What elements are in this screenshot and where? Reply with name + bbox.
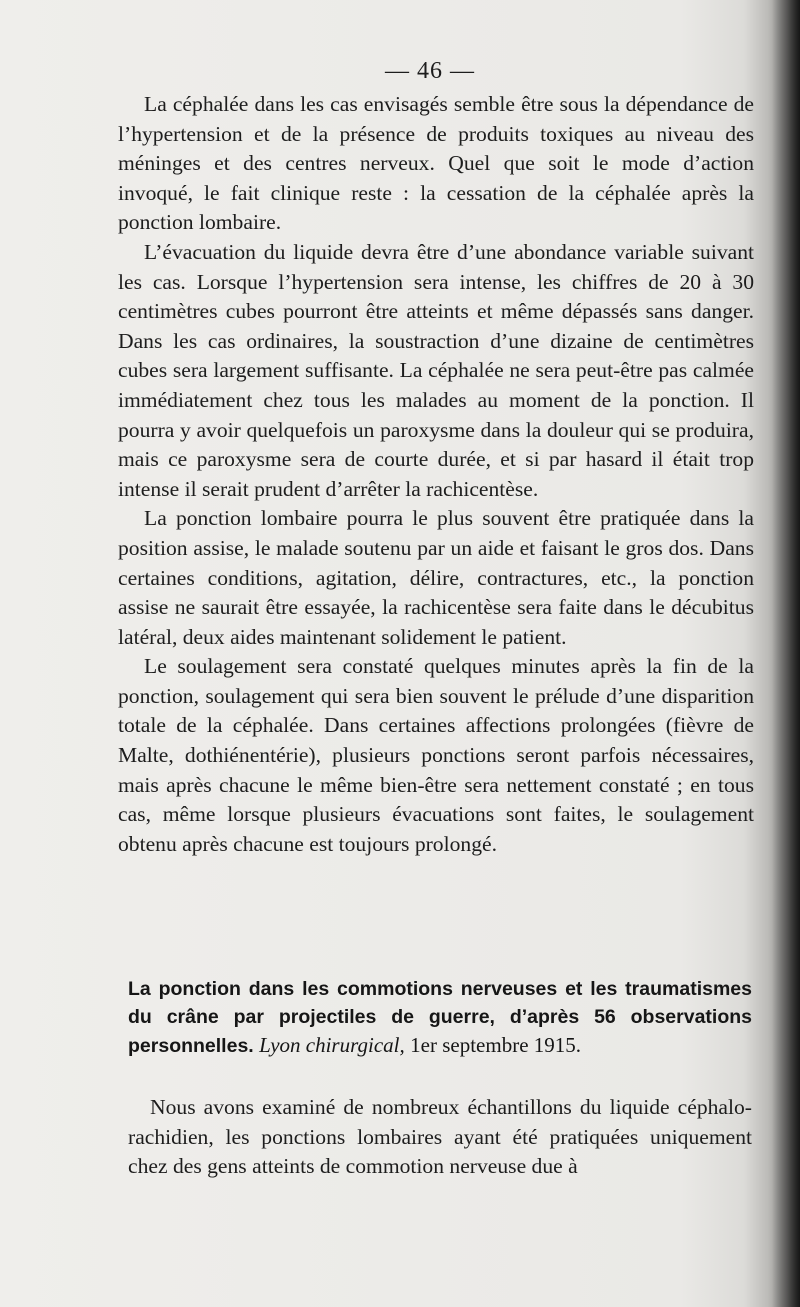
publication-date: 1er septembre 1915.	[410, 1033, 582, 1057]
paragraph: Le soulagement sera constaté quelques minutes après la fin de la ponction, soulagement qui sera bien souvent le prélude d’une disparition totale de la céphalée. Dans certaines affections prolongées (fièvre de Malte, dothiénentérie), plusieurs ponctions seront parfois nécessaires, mais après chacune le même bien-être sera nettement constaté ; en tous cas, même lorsque plusieurs évacuations sont faites, le soulagement obtenu après chacune est toujours prolongé.	[118, 654, 754, 856]
journal-name: Lyon chirurgical,	[259, 1033, 405, 1057]
page-number: — 46 —	[385, 58, 475, 84]
paragraph: La céphalée dans les cas envisagés semble être sous la dépendance de l’hypertension et de la présence de produits toxiques au niveau des méninges et des centres nerveux. Quel que soit le mode d’action invoqué, le fait clinique reste : la cessation de la céphalée après la ponction lombaire.	[118, 92, 754, 235]
page-gutter-shadow	[772, 0, 800, 1307]
closing-text	[128, 1093, 752, 1182]
paragraph: La ponction lombaire pourra le plus souvent être pratiquée dans la position assise, le malade soutenu par un aide et faisant le gros dos. Dans certaines conditions, agitation, délire, contractures, etc., la ponction assise ne saurait être essayée, la rachicentèse sera faite dans le décubitus latéral, deux aides maintenant solidement le patient.	[118, 506, 754, 649]
body-text	[118, 90, 754, 859]
paragraph: L’évacuation du liquide devra être d’une abondance variable suivant les cas. Lorsque l’hypertension sera intense, les chiffres de 20 à 30 centimètres cubes pourront être atteints et même dépassés sans danger. Dans les cas ordinaires, la soustraction d’une dizaine de centimètres cubes sera largement suffisante. La céphalée ne sera peut-être pas calmée immédiatement chez tous les malades au moment de la ponction. Il pourra y avoir quelquefois un paroxysme dans la douleur qui se produira, mais ce paroxysme sera de courte durée, et si par hasard il était trop intense il serait prudent d’arrêter la rachicentèse.	[118, 239, 754, 501]
section-heading	[128, 975, 752, 1060]
section-title: La ponction dans les commotions nerveuses et les traumatismes du crâne par projectiles de guerre, d’après 56 observations personnelles.	[128, 978, 752, 1057]
paragraph: Nous avons examiné de nombreux échantillons du liquide céphalo-rachidien, les ponctions lombaires ayant été pratiquées uniquement chez des gens atteints de commotion nerveuse due à	[128, 1095, 752, 1179]
